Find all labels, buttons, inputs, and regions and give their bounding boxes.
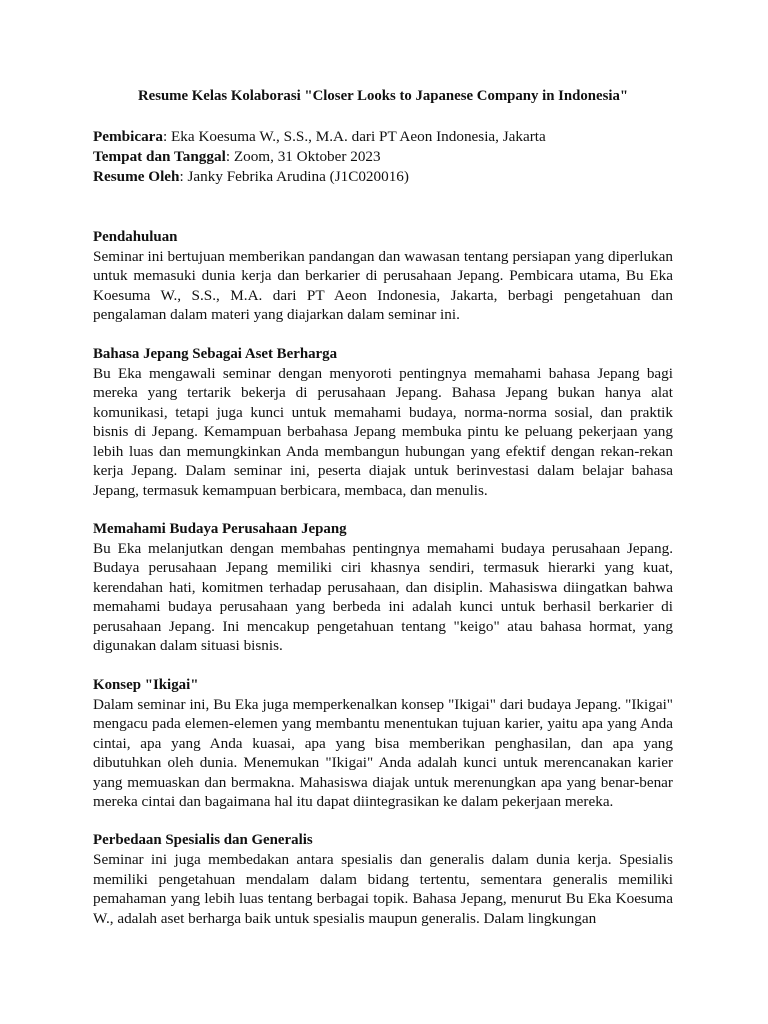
section-bahasa-jepang <box>93 344 673 500</box>
section-heading: Konsep "Ikigai" <box>93 676 199 693</box>
meta-speaker-label: Pembicara <box>93 128 164 145</box>
meta-author <box>93 167 673 187</box>
meta-author-value: : Janky Febrika Arudina (J1C020016) <box>179 168 409 185</box>
section-ikigai <box>93 675 673 812</box>
section-pendahuluan <box>93 227 673 325</box>
meta-speaker-value: : Eka Koesuma W., S.S., M.A. dari PT Aeon Indonesia, Jakarta <box>163 128 546 145</box>
meta-place-date-label: Tempat dan Tanggal <box>93 148 226 165</box>
document-title: Resume Kelas Kolaborasi "Closer Looks to Japanese Company in Indonesia" <box>137 88 629 104</box>
section-heading: Memahami Budaya Perusahaan Jepang <box>93 520 347 537</box>
section-spesialis-generalis <box>93 830 673 928</box>
section-body: Dalam seminar ini, Bu Eka juga memperkenalkan konsep "Ikigai" dari budaya Jepang. "Ikigai" mengacu pada elemen-elemen yang membantu menentukan tujuan karier, yaitu apa yang Anda cintai, apa yang Anda kuasai, apa yang bisa memberikan penghasilan, dan apa yang dibutuhkan oleh dunia. Menemukan "Ikigai" Anda adalah kunci untuk merencanakan karier yang memuaskan dan bermakna. Mahasiswa diajak untuk merenungkan apa yang benar-benar mereka cintai dan bagaimana hal itu dapat diintegrasikan ke dalam pekerjaan mereka. <box>93 695 673 810</box>
meta-author-label: Resume Oleh <box>93 168 180 185</box>
document-meta <box>93 127 673 187</box>
section-body: Seminar ini bertujuan memberikan pandangan dan wawasan tentang persiapan yang diperlukan untuk memasuki dunia kerja dan berkarier di perusahaan Jepang. Pembicara utama, Bu Eka Koesuma W., S.S., M.A. dari PT Aeon Indonesia, Jakarta, berbagi pengetahuan dan pengalaman dalam materi yang diajarkan dalam seminar ini. <box>93 248 673 324</box>
section-body: Bu Eka melanjutkan dengan membahas pentingnya memahami budaya perusahaan Jepang. Budaya perusahaan Jepang memiliki ciri khasnya sendiri, termasuk hierarki yang kuat, kerendahan hati, komitmen terhadap perusahaan, dan disiplin. Mahasiswa diingatkan bahwa memahami budaya perusahaan yang berbeda ini adalah kunci untuk berhasil berkarier di perusahaan Jepang. Ini mencakup pengetahuan tentang "keigo" atau bahasa hormat, yang digunakan dalam situasi bisnis. <box>93 539 673 655</box>
section-budaya-perusahaan <box>93 519 673 656</box>
document-page <box>93 86 673 928</box>
meta-place-date-value: : Zoom, 31 Oktober 2023 <box>225 148 381 165</box>
meta-speaker <box>93 127 673 147</box>
section-heading: Bahasa Jepang Sebagai Aset Berharga <box>93 345 338 362</box>
meta-place-date <box>93 147 673 167</box>
section-heading: Pendahuluan <box>93 229 178 245</box>
section-body: Bu Eka mengawali seminar dengan menyoroti pentingnya memahami bahasa Jepang bagi mereka yang tertarik bekerja di perusahaan Jepang. Bahasa Jepang bukan hanya alat komunikasi, tetapi juga kunci untuk memahami budaya, norma-norma sosial, dan praktik bisnis di Jepang. Kemampuan berbahasa Jepang membuka pintu ke peluang pekerjaan yang lebih luas dan memungkinkan Anda membangun hubungan yang efektif dengan rekan-rekan kerja Jepang. Dalam seminar ini, peserta diajak untuk berinvestasi dalam belajar bahasa Jepang, termasuk kemampuan berbicara, membaca, dan menulis. <box>93 364 673 499</box>
section-body: Seminar ini juga membedakan antara spesialis dan generalis dalam dunia kerja. Spesialis memiliki pengetahuan mendalam dalam bidang tertentu, sementara generalis memiliki pemahaman yang lebih luas tentang berbagai topik. Bahasa Jepang, menurut Bu Eka Koesuma W., adalah aset berharga baik untuk spesialis maupun generalis. Dalam lingkungan <box>93 851 673 927</box>
section-heading: Perbedaan Spesialis dan Generalis <box>93 832 313 849</box>
